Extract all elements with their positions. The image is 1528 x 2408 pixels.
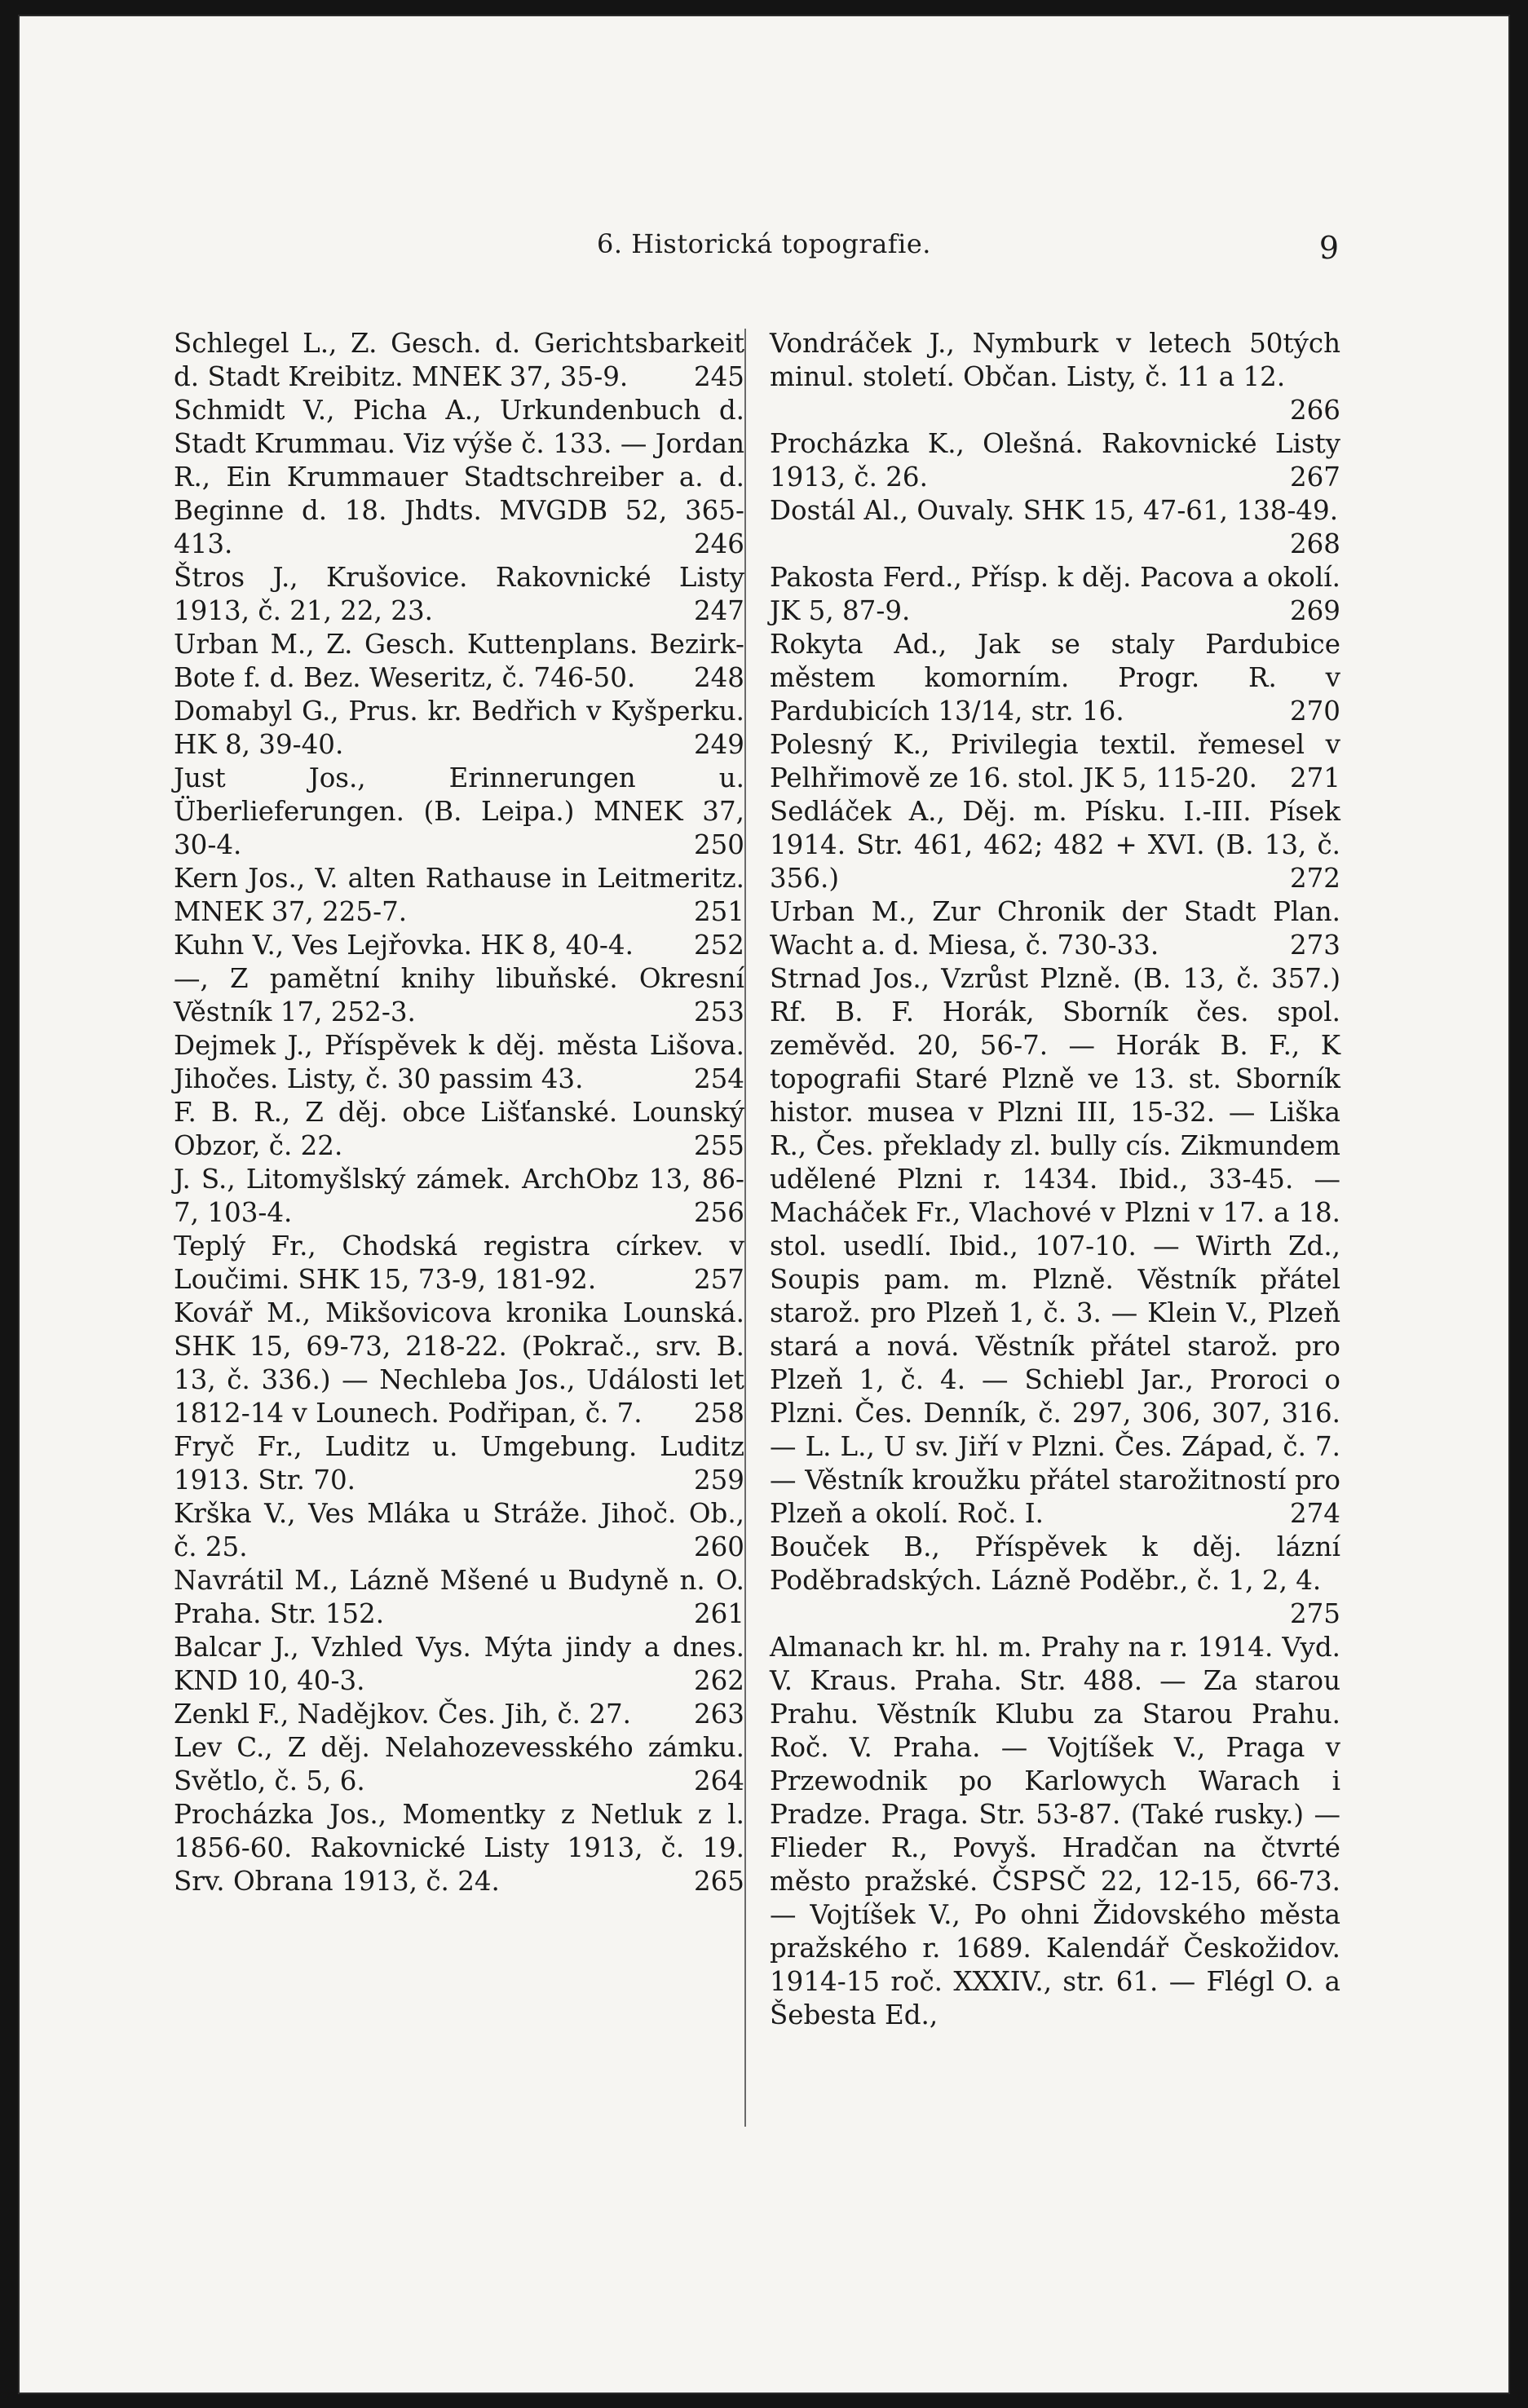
bibliography-entry <box>174 1430 744 1497</box>
entry-number: 265 <box>693 1866 744 1897</box>
bibliography-entry <box>770 1531 1340 1631</box>
bibliography-entry <box>174 1798 744 1898</box>
bibliography-entry <box>770 795 1340 895</box>
entry-text: Balcar J., Vzhled Vys. Mýta jindy a dnes. KND 10, 40-3. <box>174 1632 744 1696</box>
bibliography-entry <box>174 1631 744 1698</box>
entry-number: 264 <box>693 1765 744 1796</box>
bibliography-entry <box>174 1096 744 1163</box>
entry-number: 268 <box>1289 528 1340 559</box>
bibliography-entry <box>770 1631 1340 2032</box>
left-column <box>174 327 744 1898</box>
entry-text: Lev C., Z děj. Nelahozevesského zámku. Světlo, č. 5, 6. <box>174 1732 744 1796</box>
entry-number: 274 <box>1289 1498 1340 1529</box>
entry-text: —, Z pamětní knihy libuňské. Okresní Věstník 17, 252-3. <box>174 963 744 1027</box>
entry-number: 275 <box>1289 1598 1340 1629</box>
entry-text: Kern Jos., V. alten Rathause in Leitmeritz. MNEK 37, 225-7. <box>174 863 744 927</box>
entry-number: 251 <box>693 896 744 927</box>
entry-number: 248 <box>693 662 744 693</box>
entry-number: 246 <box>693 528 744 559</box>
bibliography-entry <box>174 962 744 1029</box>
bibliography-entry <box>770 728 1340 795</box>
entry-number: 245 <box>693 361 744 392</box>
entry-text: Bouček B., Příspěvek k děj. lázní Poděbradských. Lázně Poděbr., č. 1, 2, 4. <box>770 1531 1340 1596</box>
entry-text: Sedláček A., Děj. m. Písku. I.-III. Písek 1914. Str. 461, 462; 482 + XVI. (B. 13, č. 356.) <box>770 796 1340 894</box>
entry-number: 270 <box>1289 696 1340 727</box>
entry-number: 262 <box>693 1665 744 1696</box>
entry-text: Just Jos., Erinnerungen u. Überlieferungen. (B. Leipa.) MNEK 37, 30-4. <box>174 762 744 860</box>
entry-number: 258 <box>693 1398 744 1429</box>
page-number: 9 <box>1318 230 1339 266</box>
entry-number: 256 <box>693 1197 744 1228</box>
bibliography-entry <box>770 494 1340 561</box>
entry-text: Procházka K., Olešná. Rakovnické Listy 1913, č. 26. <box>770 428 1340 493</box>
entry-text: Navrátil M., Lázně Mšené u Budyně n. O. Praha. Str. 152. <box>174 1565 744 1629</box>
entry-text: Schlegel L., Z. Gesch. d. Gerichtsbarkeit d. Stadt Kreibitz. MNEK 37, 35-9. <box>174 328 744 392</box>
entry-text: Štros J., Krušovice. Rakovnické Listy 1913, č. 21, 22, 23. <box>174 562 744 626</box>
entry-number: 269 <box>1289 595 1340 626</box>
entry-number: 267 <box>1289 462 1340 493</box>
entry-text: Fryč Fr., Luditz u. Umgebung. Luditz 1913. Str. 70. <box>174 1431 744 1496</box>
entry-text: Pakosta Ferd., Přísp. k děj. Pacova a okolí. JK 5, 87-9. <box>770 562 1340 626</box>
bibliography-entry <box>770 427 1340 494</box>
bibliography-entry <box>174 1698 744 1731</box>
entry-text: Schmidt V., Picha A., Urkundenbuch d. Stadt Krummau. Viz výše č. 133. — Jordan R., Ein Krummauer Stadtschreiber a. d. Beginne d. 18. Jhdts. MVGDB 52, 365-413. <box>174 395 744 559</box>
bibliography-entry <box>174 628 744 695</box>
entry-number: 249 <box>693 729 744 760</box>
bibliography-entry <box>174 1564 744 1631</box>
entry-number: 247 <box>693 595 744 626</box>
entry-number: 253 <box>693 996 744 1027</box>
entry-text: Polesný K., Privilegia textil. řemesel v Pelhřimově ze 16. stol. JK 5, 115-20. <box>770 729 1340 793</box>
entry-text: Krška V., Ves Mláka u Stráže. Jihoč. Ob., č. 25. <box>174 1498 744 1562</box>
bibliography-entry <box>174 561 744 628</box>
entry-number: 259 <box>693 1465 744 1496</box>
entry-number: 271 <box>1289 762 1340 793</box>
bibliography-entry <box>174 327 744 394</box>
entry-number: 263 <box>693 1699 744 1730</box>
entry-text: Kovář M., Mikšovicova kronika Lounská. SHK 15, 69-73, 218-22. (Pokrač., srv. B. 13, č. 336.) — Nechleba Jos., Události let 1812-14 v Lounech. Podřipan, č. 7. <box>174 1297 744 1429</box>
entry-number: 273 <box>1289 930 1340 961</box>
right-column <box>770 327 1340 2032</box>
bibliography-entry <box>174 1230 744 1297</box>
bibliography-entry <box>770 561 1340 628</box>
entry-text: F. B. R., Z děj. obce Lišťanské. Lounský Obzor, č. 22. <box>174 1097 744 1161</box>
entry-text: Urban M., Zur Chronik der Stadt Plan. Wacht a. d. Miesa, č. 730-33. <box>770 896 1340 961</box>
entry-text: J. S., Litomyšlský zámek. ArchObz 13, 86-7, 103-4. <box>174 1164 744 1228</box>
entry-number: 261 <box>693 1598 744 1629</box>
bibliography-entry <box>174 1731 744 1798</box>
entry-text: Dejmek J., Příspěvek k děj. města Lišova. Jihočes. Listy, č. 30 passim 43. <box>174 1030 744 1094</box>
entry-text: Strnad Jos., Vzrůst Plzně. (B. 13, č. 357.) Rf. B. F. Horák, Sborník čes. spol. zeměvěd. 20, 56-7. — Horák B. F., K topografii Staré Plzně ve 13. st. Sborník histor. musea v Plzni III, 15-32. — Liška R., Čes. překlady zl. bully cís. Zikmundem udělené Plzni r. 1434. Ibid., 33-45. — Macháček Fr., Vlachové v Plzni v 17. a 18. stol. usedlí. Ibid., 107-10. — Wirth Zd., Soupis pam. m. Plzně. Věstník přátel starož. pro Plzeň 1, č. 3. — Klein V., Plzeň stará a nová. Věstník přátel starož. pro Plzeň 1, č. 4. — Schiebl Jar., Proroci o Plzni. Čes. Denník, č. 297, 306, 307, 316. — L. L., U sv. Jiří v Plzni. Čes. Západ, č. 7. — Věstník kroužku přátel starožitností pro Plzeň a okolí. Roč. I. <box>770 963 1340 1529</box>
bibliography-entry <box>174 762 744 862</box>
column-divider <box>744 329 746 2127</box>
entry-text: Dostál Al., Ouvaly. SHK 15, 47-61, 138-49. <box>770 495 1339 526</box>
entry-number: 272 <box>1289 863 1340 894</box>
entry-number: 250 <box>693 829 744 860</box>
bibliography-entry <box>174 1497 744 1564</box>
entry-text: Vondráček J., Nymburk v letech 50tých minul. století. Občan. Listy, č. 11 a 12. <box>770 328 1340 392</box>
entry-text: Domabyl G., Prus. kr. Bedřich v Kyšperku. HK 8, 39-40. <box>174 696 744 760</box>
entry-text: Almanach kr. hl. m. Prahy na r. 1914. Vyd. V. Kraus. Praha. Str. 488. — Za starou Prahu. Věstník Klubu za Starou Prahu. Roč. V. Praha. — Vojtíšek V., Praga v Przewodnik po Karlowych Warach i Pradze. Praga. Str. 53-87. (Také rusky.) — Flieder R., Povyš. Hradčan na čtvrté město pražské. ČSPSČ 22, 12-15, 66-73. — Vojtíšek V., Po ohni Židovského města pražského r. 1689. Kalendář Českožidov. 1914-15 roč. XXXIV., str. 61. — Flégl O. a Šebesta Ed., <box>770 1632 1340 2030</box>
bibliography-entry <box>174 394 744 561</box>
entry-text: Urban M., Z. Gesch. Kuttenplans. Bezirk-Bote f. d. Bez. Weseritz, č. 746-50. <box>174 629 744 693</box>
bibliography-entry <box>770 628 1340 728</box>
entry-number: 252 <box>693 930 744 961</box>
entry-text: Rokyta Ad., Jak se staly Pardubice městem komorním. Progr. R. v Pardubicích 13/14, str. 16. <box>770 629 1340 727</box>
bibliography-entry <box>174 1297 744 1430</box>
bibliography-entry <box>174 1163 744 1230</box>
entry-text: Teplý Fr., Chodská registra církev. v Loučimi. SHK 15, 73-9, 181-92. <box>174 1231 744 1295</box>
page-header <box>18 228 1510 269</box>
bibliography-entry <box>174 1029 744 1096</box>
page <box>18 15 1510 2394</box>
entry-number: 255 <box>693 1130 744 1161</box>
bibliography-entry <box>174 862 744 929</box>
entry-text: Kuhn V., Ves Lejřovka. HK 8, 40-4. <box>174 930 634 961</box>
running-title: 6. Historická topografie. <box>597 228 931 259</box>
entry-number: 260 <box>693 1531 744 1562</box>
bibliography-entry <box>174 929 744 962</box>
entry-text: Zenkl F., Nadějkov. Čes. Jih, č. 27. <box>174 1699 632 1730</box>
entry-number: 254 <box>693 1063 744 1094</box>
bibliography-entry <box>174 695 744 762</box>
entry-number: 266 <box>1289 395 1340 426</box>
bibliography-entry <box>770 895 1340 962</box>
entry-text: Procházka Jos., Momentky z Netluk z l. 1856-60. Rakovnické Listy 1913, č. 19. Srv. Obrana 1913, č. 24. <box>174 1799 744 1897</box>
bibliography-entry <box>770 327 1340 427</box>
bibliography-entry <box>770 962 1340 1531</box>
entry-number: 257 <box>693 1264 744 1295</box>
